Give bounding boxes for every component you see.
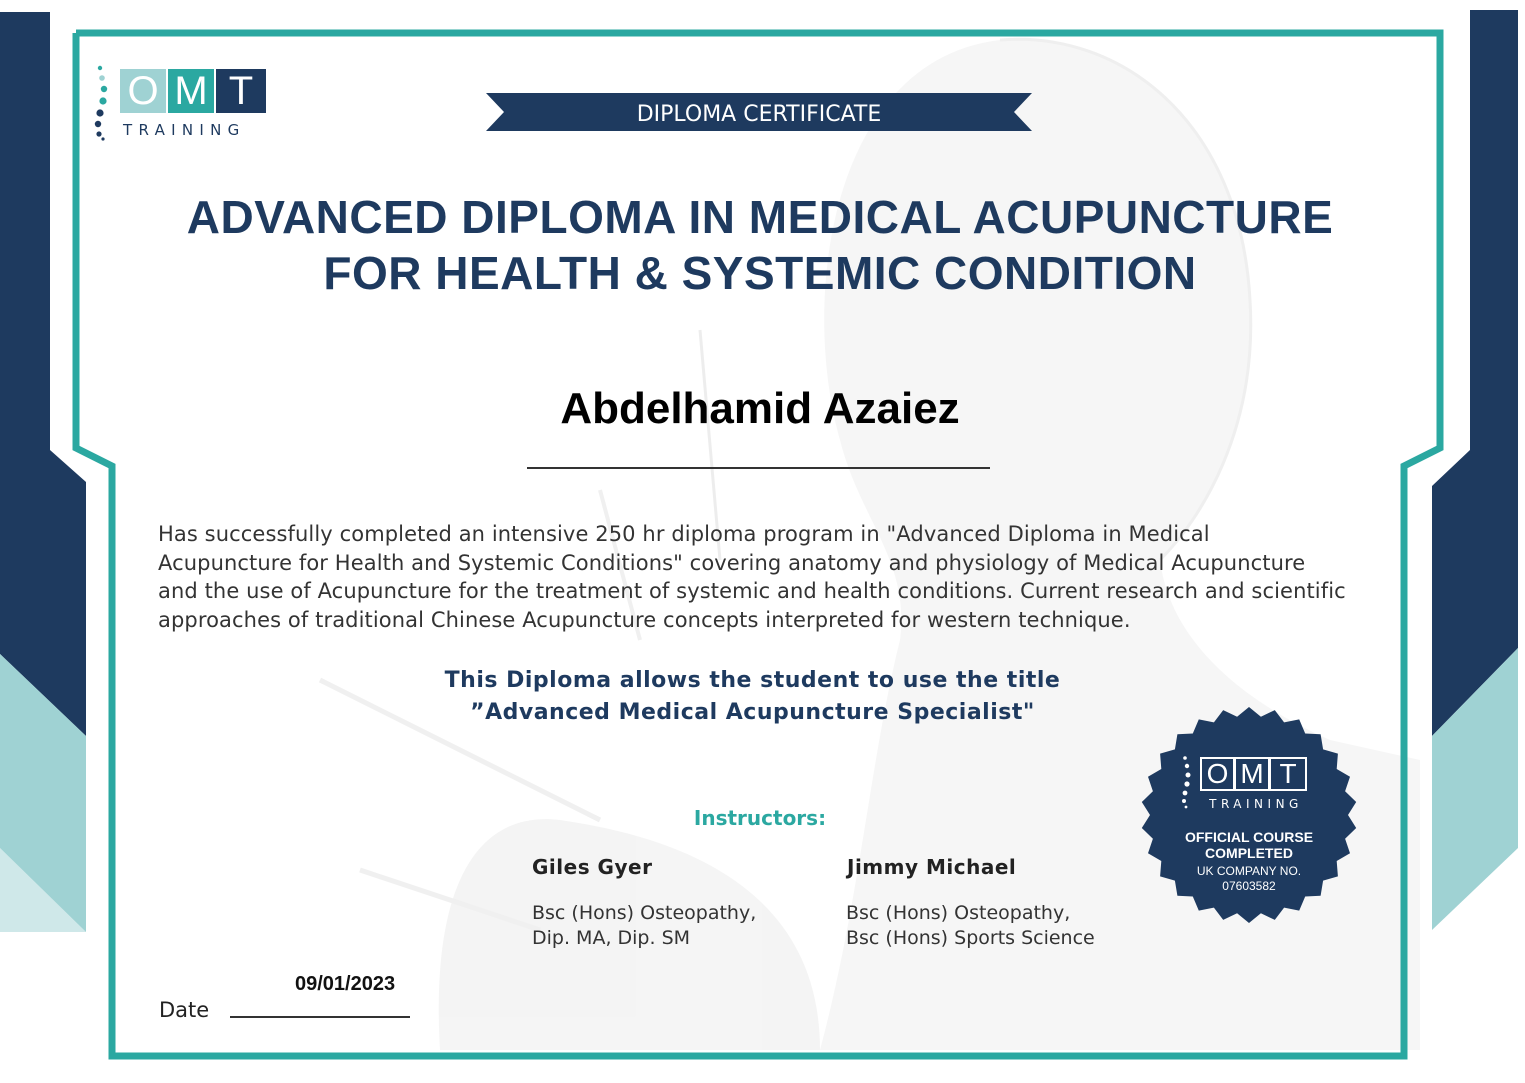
instructor-credentials-jimmy (846, 901, 1095, 951)
course-title-line-1: ADVANCED DIPLOMA IN MEDICAL ACUPUNCTURE (186, 191, 1334, 243)
title-allowance-line-2: ”Advanced Medical Acupuncture Specialist" (470, 700, 1035, 725)
instructor-name-jimmy: Jimmy Michael (847, 855, 1017, 879)
course-title-line-2: FOR HEALTH & SYSTEMIC CONDITION (323, 247, 1197, 299)
seal-wordmark: TRAINING (1209, 797, 1303, 811)
seal-logo-letter-m: M (1240, 758, 1264, 789)
banner-label: DIPLOMA CERTIFICATE (636, 102, 882, 127)
logo-letter-o: O (127, 69, 159, 113)
statement-line: approaches of traditional Chinese Acupuncture concepts interpreted for western technique. (158, 607, 1131, 632)
seal-line-official: OFFICIAL COURSE (1184, 829, 1314, 845)
credential-line: Bsc (Hons) Osteopathy, (532, 902, 757, 924)
title-allowance-line-1: This Diploma allows the student to use the title (444, 668, 1061, 693)
logo-letter-m: M (174, 69, 208, 113)
credential-line: Bsc (Hons) Sports Science (846, 927, 1095, 949)
statement-line: Acupuncture for Health and Systemic Conditions" covering anatomy and physiology of Medical Acupuncture (158, 550, 1306, 575)
spine-dots-icon (95, 66, 107, 141)
date-label: Date (159, 998, 210, 1022)
completion-statement (158, 520, 1388, 634)
statement-line: Has successfully completed an intensive 250 hr diploma program in "Advanced Diploma in Medical (158, 522, 1210, 546)
recipient-name: Abdelhamid Azaiez (560, 384, 960, 433)
credential-line: Dip. MA, Dip. SM (532, 927, 691, 949)
seal-logo-letter-o: O (1206, 758, 1229, 789)
logo-wordmark: TRAINING (123, 121, 246, 139)
seal-line-company: UK COMPANY NO. (1196, 864, 1302, 878)
right-navy-shape (1432, 10, 1518, 736)
date-value: 09/01/2023 (295, 973, 396, 995)
logo-letter-t: T (228, 69, 254, 113)
seal-line-completed: COMPLETED (1205, 845, 1293, 861)
instructor-name-giles: Giles Gyer (532, 855, 653, 879)
seal-logo-letter-t: T (1279, 758, 1297, 789)
seal-line-number: 07603582 (1222, 879, 1276, 893)
official-seal (1140, 706, 1358, 924)
instructors-heading: Instructors: (693, 806, 827, 830)
statement-line: and the use of Acupuncture for the treatment of systemic and health conditions. Current research and scientific (158, 579, 1346, 603)
instructor-credentials-giles (532, 901, 756, 951)
credential-line: Bsc (Hons) Osteopathy, (846, 902, 1071, 924)
